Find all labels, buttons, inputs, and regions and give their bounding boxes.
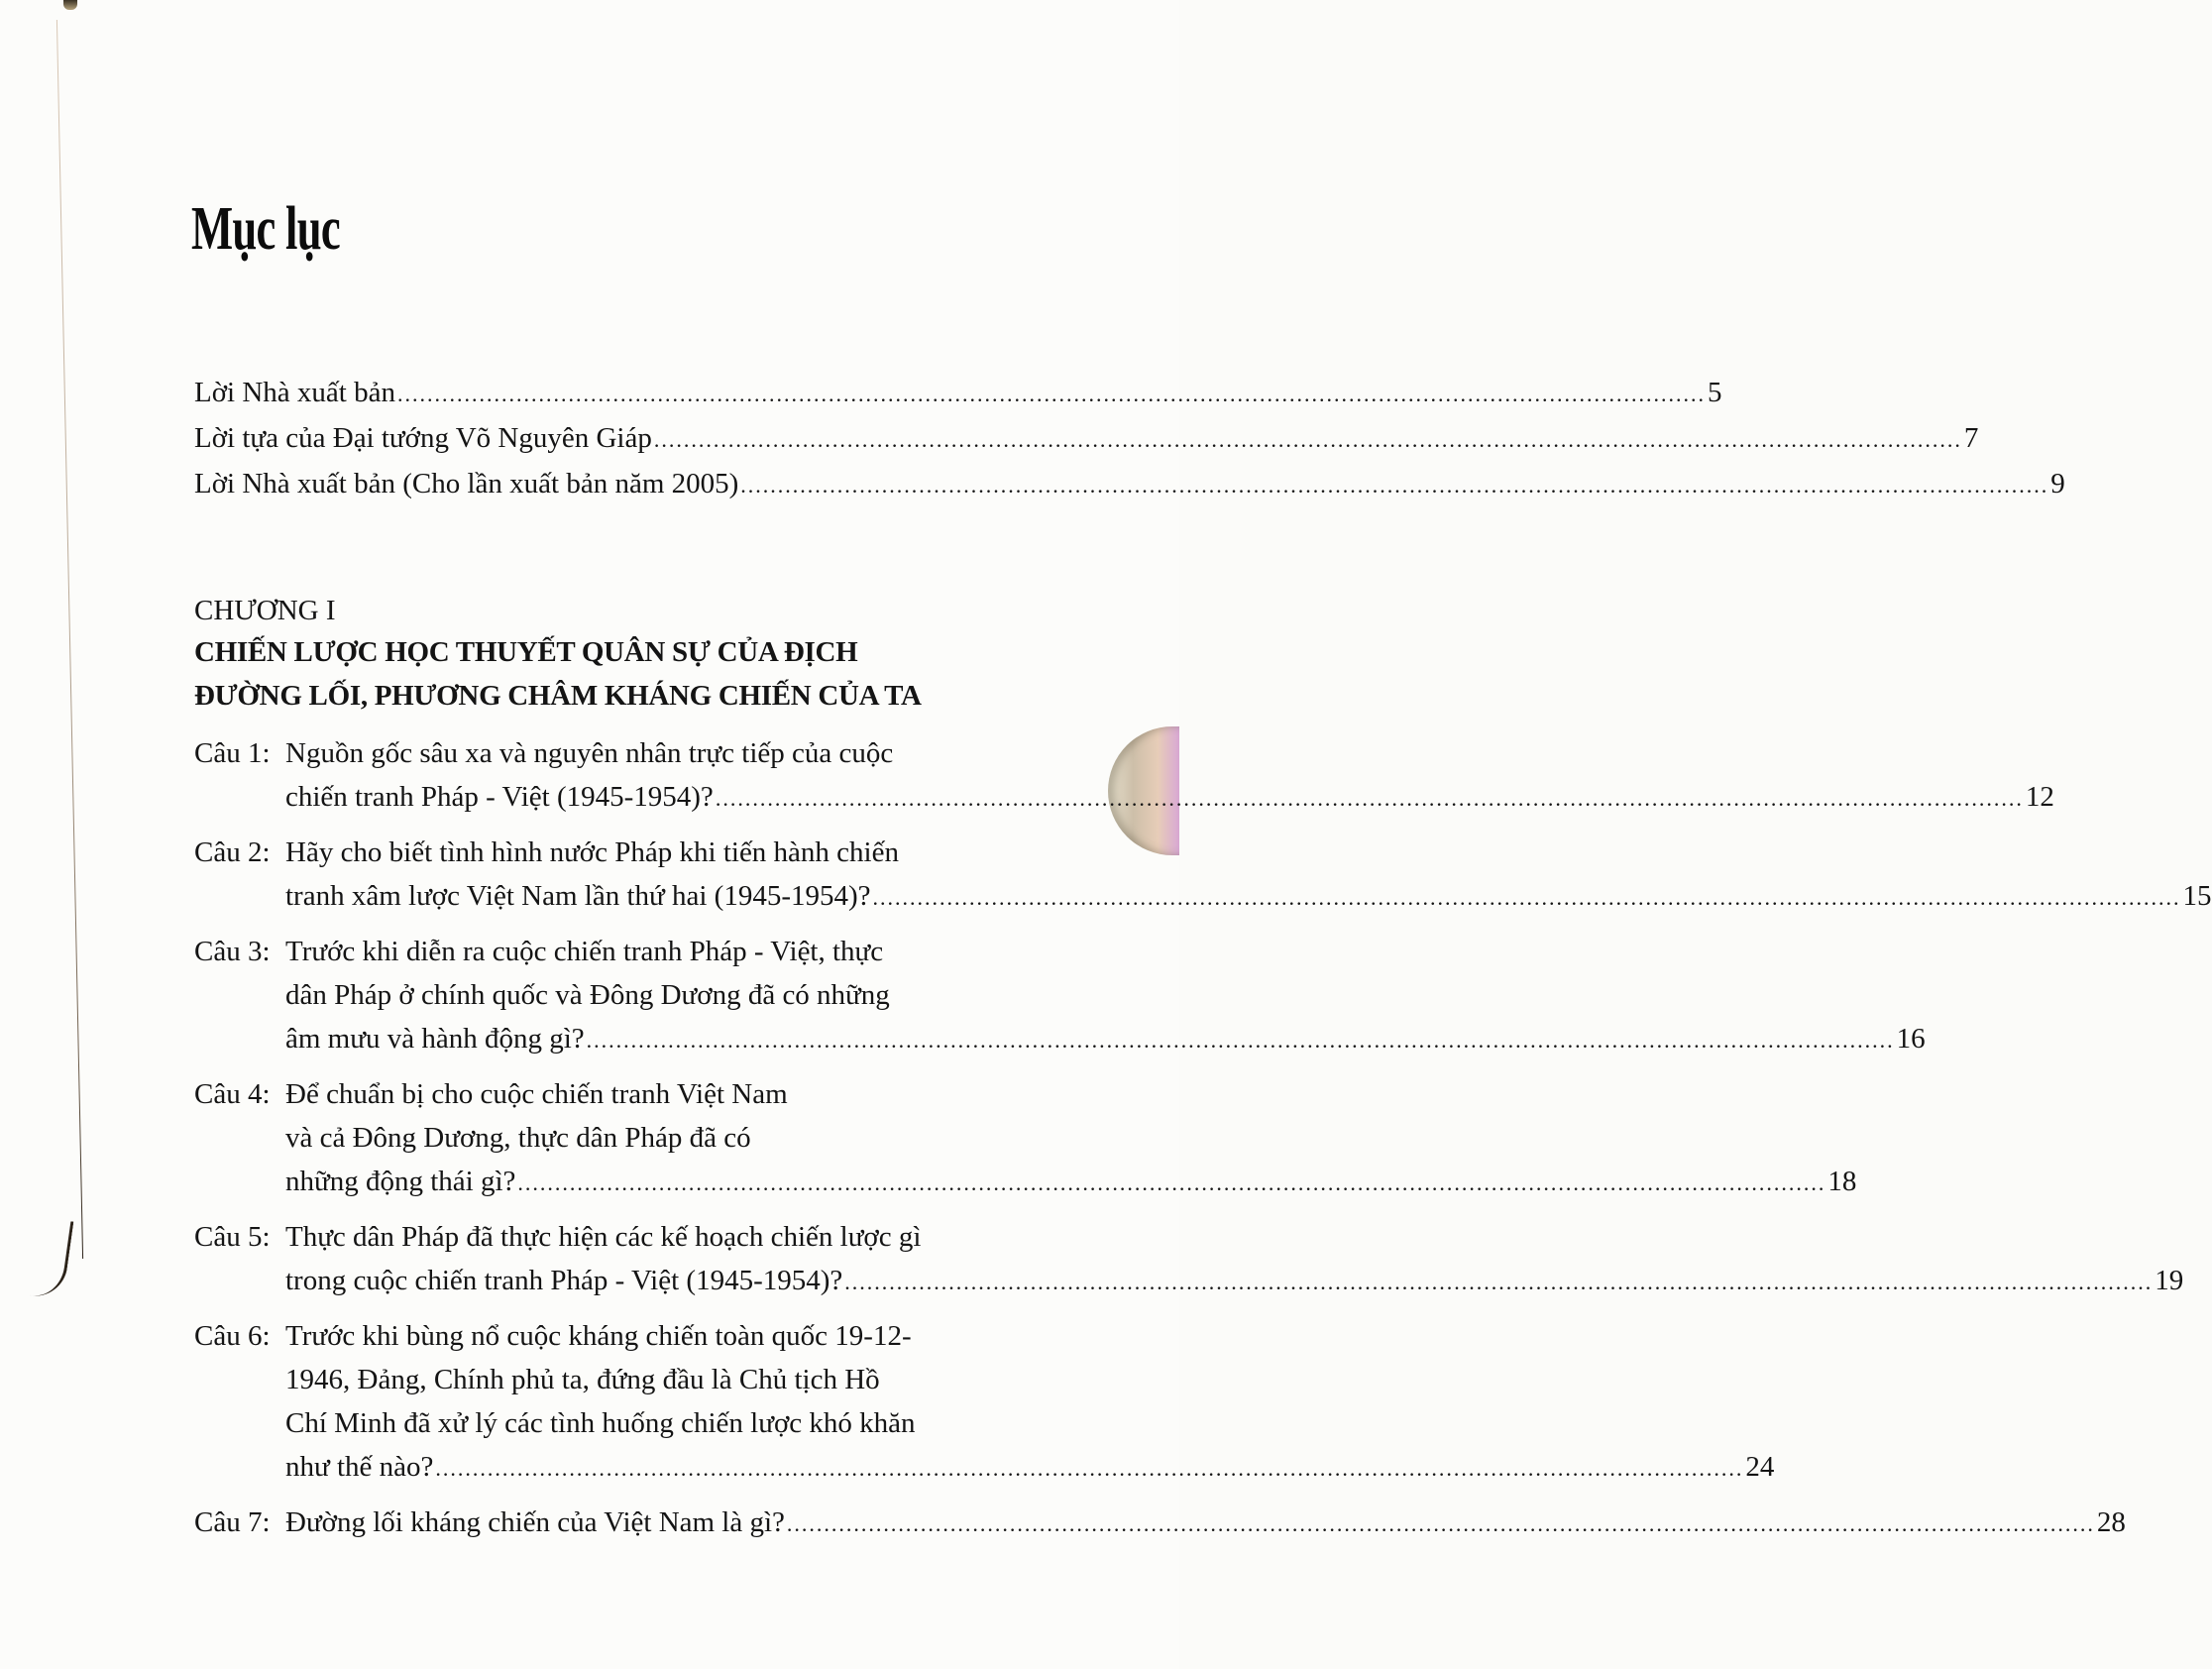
toc-page-number: 24 bbox=[1745, 1451, 1775, 1483]
dot-leader bbox=[844, 1261, 2153, 1304]
question-label: Câu 1: bbox=[194, 737, 271, 769]
page-edge-curl bbox=[31, 1217, 74, 1300]
question-label: Câu 2: bbox=[194, 836, 271, 868]
question-label: Câu 7: bbox=[194, 1506, 271, 1538]
page-title: Mục lục bbox=[191, 195, 340, 263]
dot-leader bbox=[397, 377, 1706, 412]
toc-question-entry[interactable] bbox=[194, 831, 2212, 920]
toc-page-number: 19 bbox=[2155, 1265, 2184, 1296]
question-text-line: Hãy cho biết tình hình nước Pháp khi tiến hành chiến bbox=[285, 836, 899, 868]
toc-page-number: 28 bbox=[2096, 1506, 2126, 1538]
question-text-line: tranh xâm lược Việt Nam lần thứ hai (1945-1954)? bbox=[285, 880, 871, 912]
toc-page-number: 16 bbox=[1896, 1023, 1926, 1055]
question-text-line: như thế nào? bbox=[285, 1451, 434, 1483]
question-text-line: Nguồn gốc sâu xa và nguyên nhân trực tiếp của cuộc bbox=[285, 737, 894, 769]
toc-entry-label: Lời Nhà xuất bản (Cho lần xuất bản năm 2005) bbox=[194, 468, 739, 500]
toc-question-entry[interactable] bbox=[194, 1215, 2184, 1304]
question-label: Câu 3: bbox=[194, 936, 271, 967]
question-label: Câu 4: bbox=[194, 1078, 271, 1110]
dot-leader bbox=[787, 1502, 2095, 1546]
question-text-line: âm mưu và hành động gì? bbox=[285, 1023, 585, 1055]
question-text-line: Trước khi diễn ra cuộc chiến tranh Pháp - Việt, thực bbox=[285, 936, 884, 967]
toc-entry[interactable] bbox=[194, 420, 1979, 458]
toc-page-number: 7 bbox=[1963, 422, 1979, 454]
front-matter-list bbox=[194, 375, 2065, 511]
question-list bbox=[194, 731, 2212, 1556]
dot-leader bbox=[873, 876, 2181, 920]
toc-entry[interactable] bbox=[194, 375, 1722, 412]
question-text-line: 1946, Đảng, Chính phủ ta, đứng đầu là Chủ tịch Hồ bbox=[285, 1364, 880, 1395]
question-label: Câu 6: bbox=[194, 1320, 271, 1352]
chapter-title-line: ĐƯỜNG LỐI, PHƯƠNG CHÂM KHÁNG CHIẾN CỦA TA bbox=[194, 680, 922, 712]
question-text-line: dân Pháp ở chính quốc và Đông Dương đã có những bbox=[285, 979, 890, 1011]
chapter-title-line: CHIẾN LƯỢC HỌC THUYẾT QUÂN SỰ CỦA ĐỊCH bbox=[194, 636, 858, 668]
question-text-line: và cả Đông Dương, thực dân Pháp đã có bbox=[285, 1122, 751, 1154]
question-label: Câu 5: bbox=[194, 1221, 271, 1253]
toc-page-number: 12 bbox=[2025, 781, 2054, 813]
question-text-line: Đường lối kháng chiến của Việt Nam là gì? bbox=[285, 1506, 785, 1538]
chapter-label: CHƯƠNG I bbox=[194, 595, 336, 626]
question-text-line: Chí Minh đã xử lý các tình huống chiến lược khó khăn bbox=[285, 1407, 916, 1439]
dot-leader bbox=[587, 1019, 1895, 1062]
toc-question-entry[interactable] bbox=[194, 930, 1926, 1062]
toc-entry[interactable] bbox=[194, 466, 2065, 503]
toc-question-entry[interactable] bbox=[194, 1072, 1857, 1205]
question-text-line: chiến tranh Pháp - Việt (1945-1954)? bbox=[285, 781, 714, 813]
toc-entry-label: Lời tựa của Đại tướng Võ Nguyên Giáp bbox=[194, 422, 652, 454]
toc-question-entry[interactable] bbox=[194, 1501, 2126, 1546]
dot-leader bbox=[740, 468, 2048, 503]
question-text-line: Để chuẩn bị cho cuộc chiến tranh Việt Nam bbox=[285, 1078, 788, 1110]
dot-leader bbox=[654, 422, 1962, 458]
toc-page-number: 5 bbox=[1707, 377, 1722, 408]
page-edge-line bbox=[56, 20, 83, 1259]
scan-corner-mark bbox=[63, 0, 77, 10]
toc-entry-label: Lời Nhà xuất bản bbox=[194, 377, 395, 408]
toc-question-entry[interactable] bbox=[194, 1314, 1775, 1491]
question-text-line: Thực dân Pháp đã thực hiện các kế hoạch chiến lược gì bbox=[285, 1221, 922, 1253]
question-text-line: những động thái gì? bbox=[285, 1166, 516, 1197]
chapter-heading bbox=[194, 591, 1027, 718]
toc-page-number: 18 bbox=[1827, 1166, 1857, 1197]
dot-leader bbox=[517, 1162, 1825, 1205]
question-text-line: Trước khi bùng nổ cuộc kháng chiến toàn quốc 19-12- bbox=[285, 1320, 912, 1352]
dot-leader bbox=[435, 1447, 1743, 1491]
toc-page-number: 9 bbox=[2050, 468, 2065, 500]
question-text-line: trong cuộc chiến tranh Pháp - Việt (1945-1954)? bbox=[285, 1265, 843, 1296]
toc-page-number: 15 bbox=[2182, 880, 2212, 912]
dot-leader bbox=[716, 777, 2024, 821]
toc-question-entry[interactable] bbox=[194, 731, 2054, 821]
